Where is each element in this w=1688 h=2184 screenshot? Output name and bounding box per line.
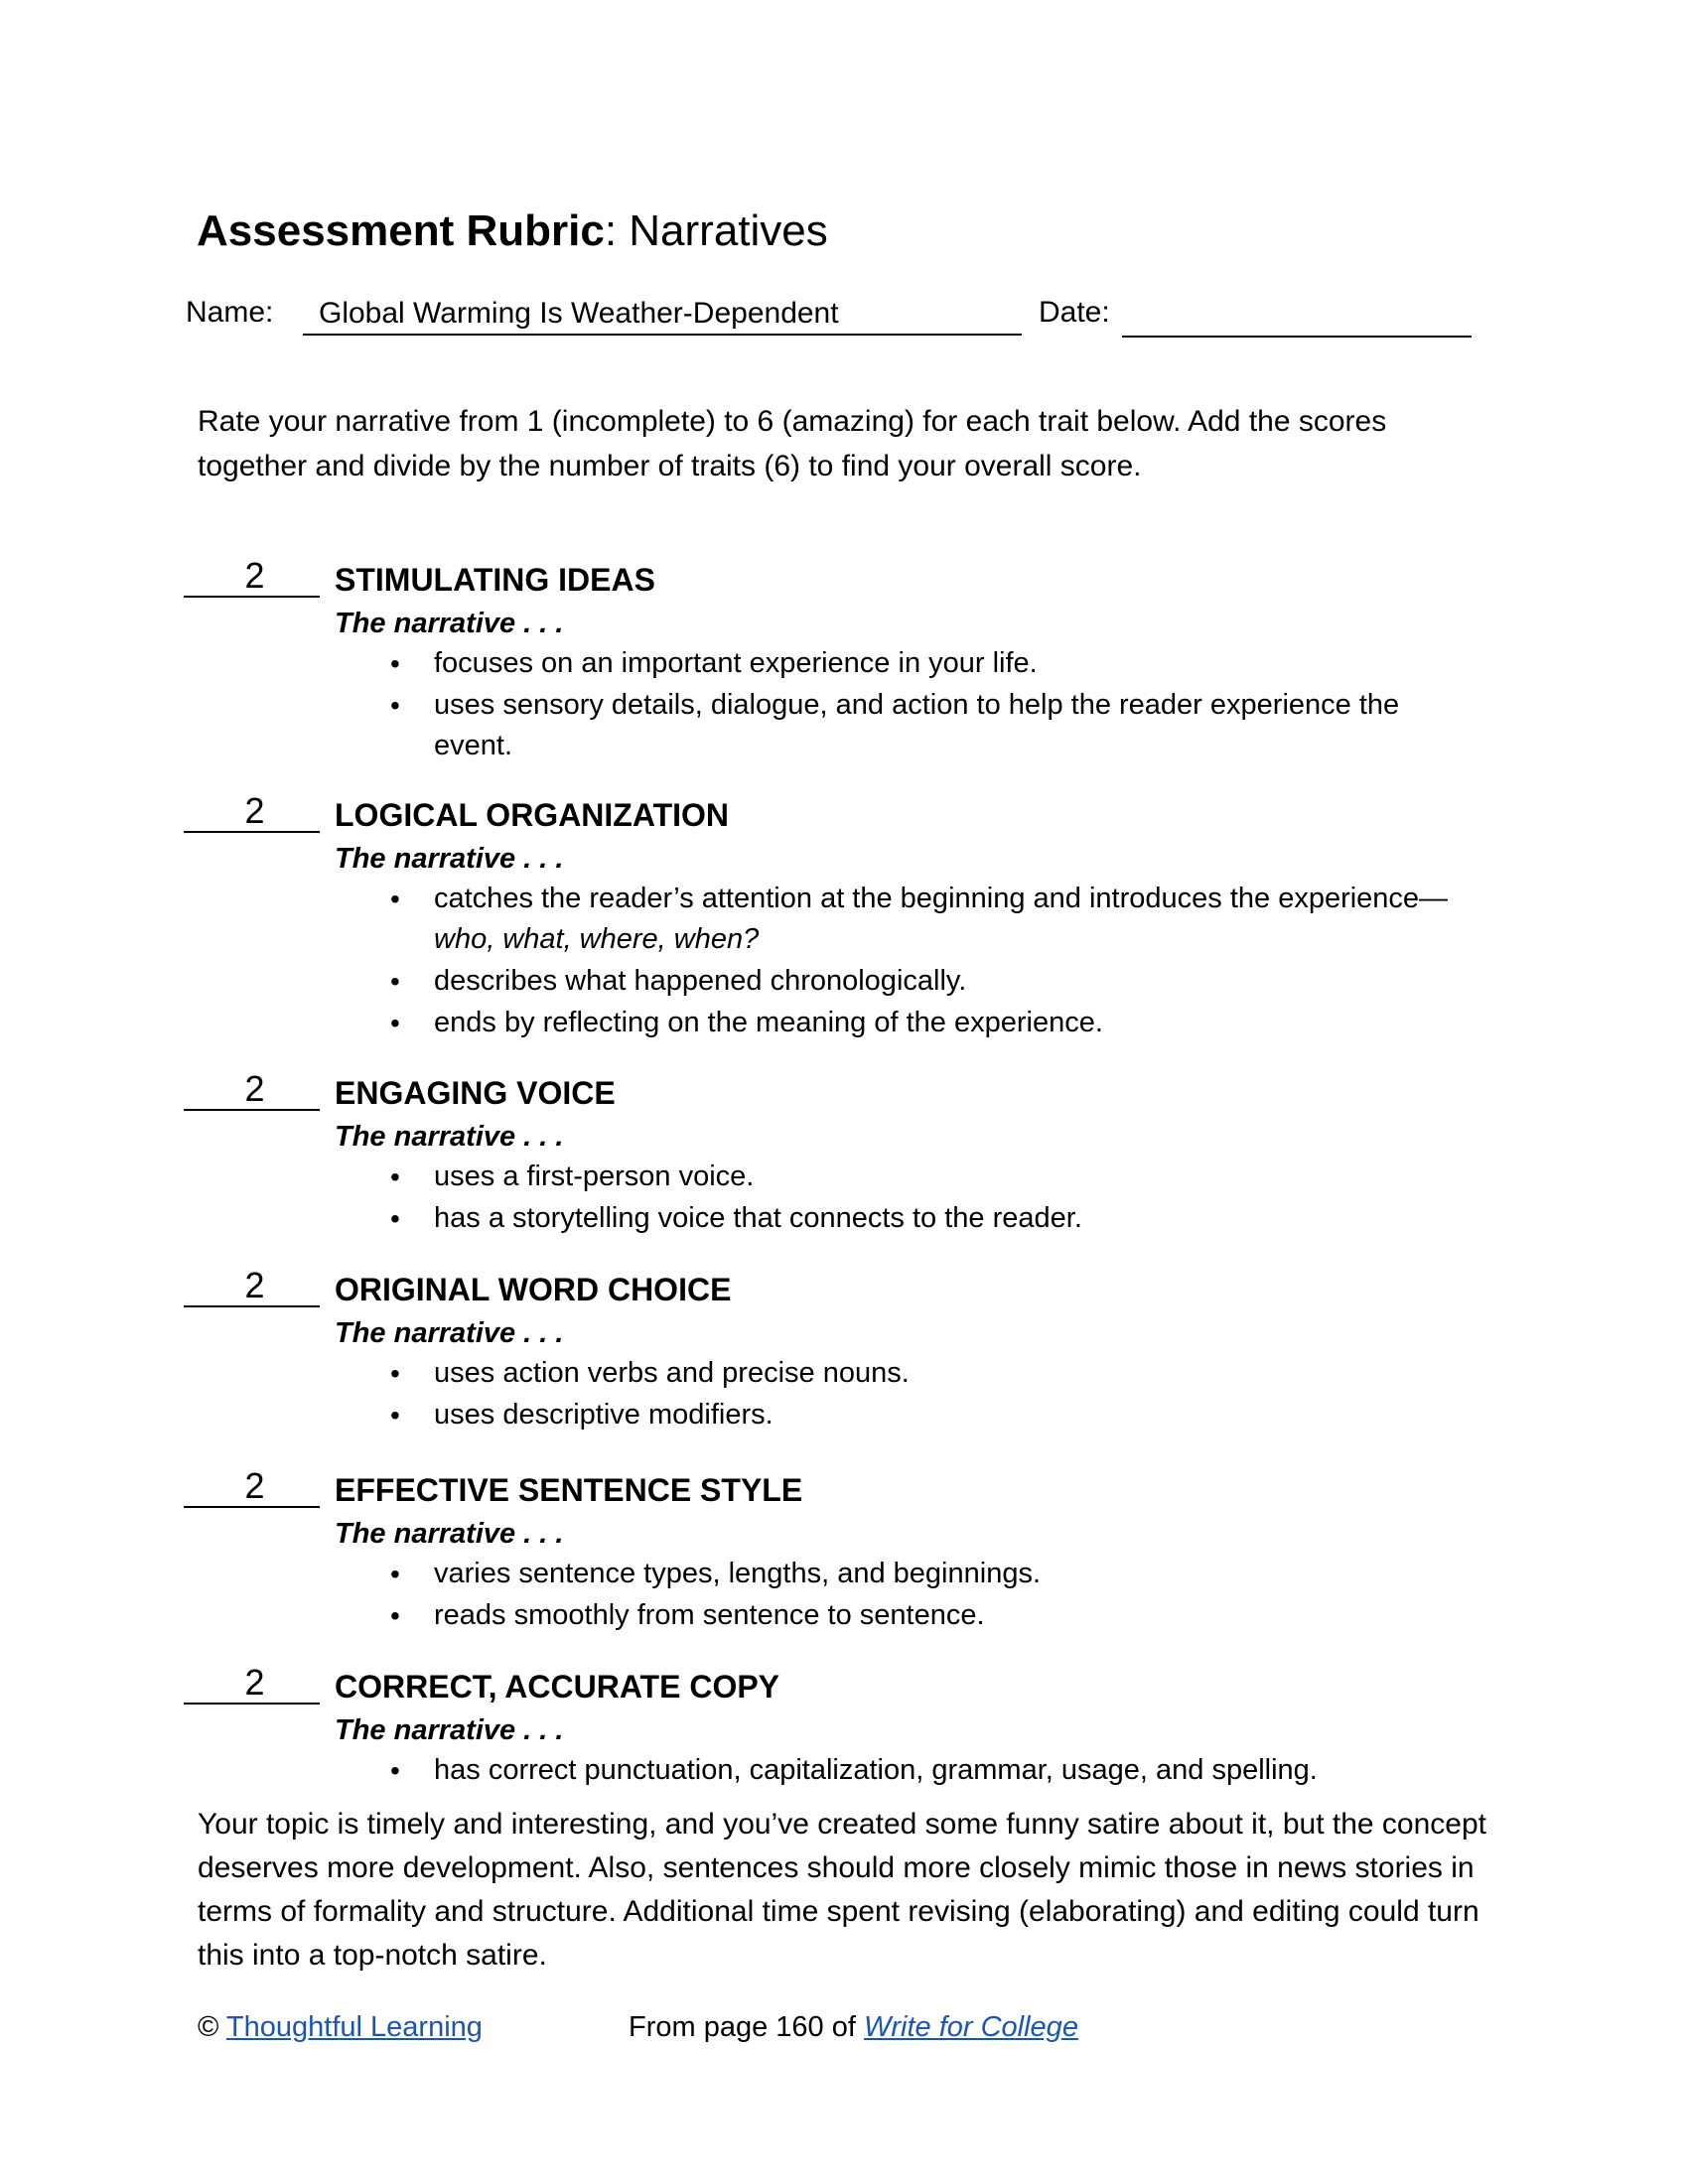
trait-bullets [382, 1157, 1484, 1240]
date-label: Date: [1039, 296, 1110, 329]
list-item [382, 1395, 1484, 1435]
trait-subtitle: The narrative . . . [335, 1121, 564, 1153]
bullet-icon: • [390, 966, 400, 997]
book-link[interactable]: Write for College [863, 2011, 1078, 2043]
trait-title: CORRECT, ACCURATE COPY [335, 1669, 780, 1705]
copyright-icon: © [198, 2011, 219, 2043]
page-title [197, 204, 828, 259]
footer-source [629, 2007, 1078, 2047]
bullet-icon: • [390, 884, 400, 914]
teacher-comment: Your topic is timely and interesting, and you’ve created some funny satire about it, but the concept deserves more development. Also, sentences should more closely mimic those in news stories in terms of formality and structure. Additional time spent revising (elaborating) and editing could turn this into a top-notch satire. [198, 1808, 1486, 1972]
trait-title: EFFECTIVE SENTENCE STYLE [335, 1472, 803, 1508]
publisher-link[interactable]: Thoughtful Learning [225, 2011, 483, 2043]
score-field[interactable]: 2 [184, 1464, 320, 1508]
bullet-text: uses action verbs and precise nouns. [434, 1357, 910, 1389]
list-item [382, 1353, 1484, 1394]
title-rest: : Narratives [604, 206, 828, 255]
title-bold: Assessment Rubric [197, 206, 605, 255]
bullet-icon: • [390, 1600, 400, 1631]
bullet-text: reads smoothly from sentence to sentence. [434, 1599, 985, 1631]
bullet-icon: • [390, 1008, 400, 1038]
bullet-text: focuses on an important experience in your life. [434, 647, 1038, 679]
source-prefix: From page 160 of [629, 2011, 856, 2043]
footer-copyright [198, 2007, 483, 2047]
trait-title: ENGAGING VOICE [335, 1075, 616, 1111]
date-field[interactable] [1122, 296, 1472, 338]
list-item [382, 685, 1484, 766]
list-item [382, 643, 1484, 684]
score-field[interactable]: 2 [184, 1661, 320, 1705]
bullet-icon: • [390, 690, 400, 721]
trait-title: ORIGINAL WORD CHOICE [335, 1272, 732, 1307]
trait-bullets [382, 1750, 1484, 1792]
trait-bullets [382, 643, 1484, 767]
bullet-italic-text: who, what, where, when? [434, 923, 760, 955]
trait-subtitle: The narrative . . . [335, 1317, 564, 1349]
trait-bullets [382, 1353, 1484, 1436]
bullet-icon: • [390, 1400, 400, 1431]
bullet-text: ends by reflecting on the meaning of the experience. [434, 1007, 1103, 1038]
trait-subtitle: The narrative . . . [335, 1714, 564, 1746]
trait-bullets [382, 1554, 1484, 1637]
bullet-icon: • [390, 1755, 400, 1786]
bullet-icon: • [390, 1358, 400, 1389]
list-item [382, 1198, 1484, 1239]
name-date-row [186, 296, 1477, 338]
bullet-text: uses descriptive modifiers. [434, 1399, 774, 1431]
bullet-icon: • [390, 1559, 400, 1589]
list-item [382, 961, 1484, 1002]
bullet-text: uses a first-person voice. [434, 1160, 755, 1192]
bullet-text: has a storytelling voice that connects to the reader. [434, 1202, 1082, 1234]
bullet-text: describes what happened chronologically. [434, 965, 967, 997]
bullet-text: has correct punctuation, capitalization, grammar, usage, and spelling. [434, 1754, 1318, 1786]
trait-bullets [382, 879, 1484, 1044]
trait-subtitle: The narrative . . . [335, 1518, 564, 1550]
bullet-text: catches the reader’s attention at the beginning and introduces the experience— [434, 883, 1449, 914]
name-field[interactable]: Global Warming Is Weather-Dependent [303, 296, 1022, 336]
trait-title: STIMULATING IDEAS [335, 562, 655, 598]
list-item [382, 1003, 1484, 1043]
score-field[interactable]: 2 [184, 789, 320, 833]
list-item [382, 1750, 1484, 1791]
name-label: Name: [186, 296, 274, 329]
score-field[interactable]: 2 [184, 554, 320, 598]
bullet-icon: • [390, 1203, 400, 1234]
trait-subtitle: The narrative . . . [335, 843, 564, 875]
instructions: Rate your narrative from 1 (incomplete) to 6 (amazing) for each trait below. Add the scores together and divide by the number of traits (6) to find your overall score. [198, 405, 1387, 482]
trait-title: LOGICAL ORGANIZATION [335, 797, 730, 833]
list-item [382, 879, 1484, 960]
list-item [382, 1554, 1484, 1594]
score-field[interactable]: 2 [184, 1067, 320, 1111]
list-item [382, 1595, 1484, 1636]
bullet-text: varies sentence types, lengths, and beginnings. [434, 1558, 1042, 1589]
score-field[interactable]: 2 [184, 1264, 320, 1307]
list-item [382, 1157, 1484, 1197]
bullet-icon: • [390, 1161, 400, 1192]
trait-subtitle: The narrative . . . [335, 608, 564, 639]
bullet-text: uses sensory details, dialogue, and action to help the reader experience the event. [434, 689, 1400, 761]
bullet-icon: • [390, 648, 400, 679]
